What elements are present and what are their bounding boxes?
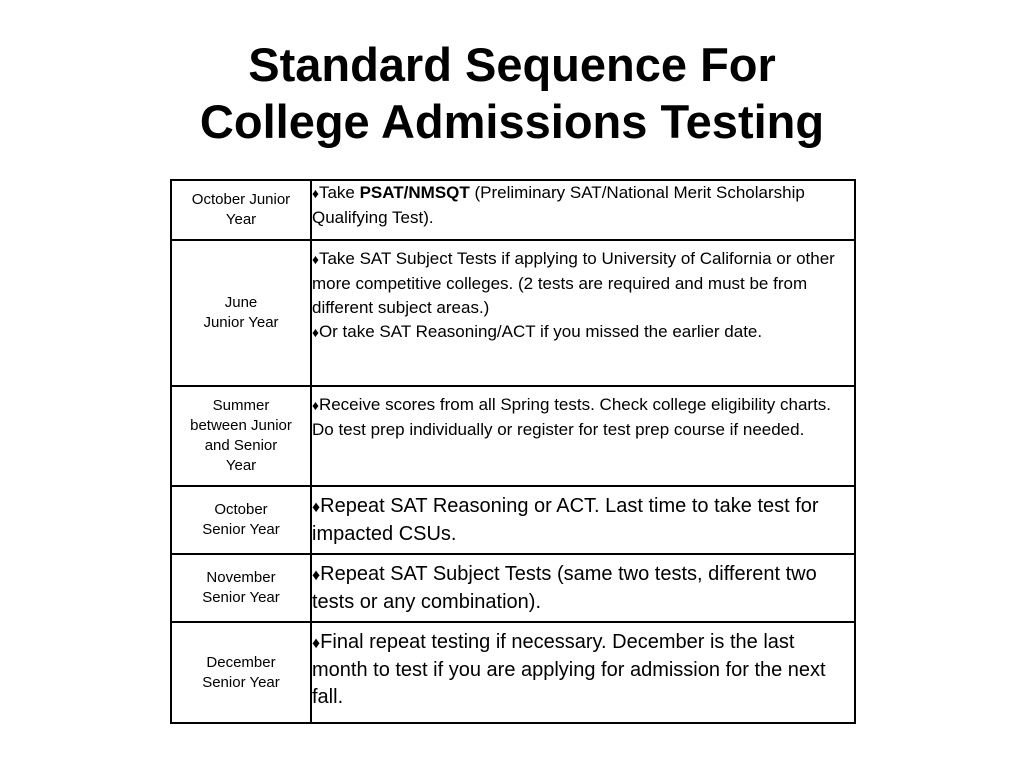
timing-line: October xyxy=(214,501,268,518)
table-row xyxy=(171,180,855,240)
timing-cell xyxy=(171,554,311,622)
action-text: Take xyxy=(318,183,360,202)
page-title-line-2: College Admissions Testing xyxy=(199,95,825,148)
action-item xyxy=(312,561,854,616)
action-item xyxy=(312,247,854,320)
table-row xyxy=(171,554,855,622)
table-row xyxy=(171,386,855,486)
action-item xyxy=(312,320,854,345)
action-cell xyxy=(311,622,855,723)
table-row xyxy=(171,486,855,554)
testing-schedule-table xyxy=(170,179,856,724)
action-cell xyxy=(311,386,855,486)
action-cell xyxy=(311,486,855,554)
diamond-bullet-icon: ♦ xyxy=(312,398,319,413)
timing-line: November xyxy=(206,569,276,586)
timing-line: and Senior xyxy=(204,437,278,454)
timing-line: Senior Year xyxy=(202,673,280,691)
action-text: (Preliminary SAT/National Merit Scholarship Qualifying Test). xyxy=(312,183,805,227)
diamond-bullet-icon: ♦ xyxy=(312,499,321,516)
page-title xyxy=(0,36,1024,150)
timing-line: Year xyxy=(225,211,257,228)
timing-line: Summer xyxy=(212,397,270,414)
action-text: Final repeat testing if necessary. December is the last month to test if you are applying for admission for the next fall. xyxy=(312,631,826,708)
diamond-bullet-icon: ♦ xyxy=(312,325,319,340)
timing-line: Year xyxy=(225,457,257,474)
timing-line: Senior Year xyxy=(202,589,280,606)
action-text: Take SAT Subject Tests if applying to University of California or other more competitive colleges. (2 tests are required and must be from different subject areas.) xyxy=(312,249,835,317)
timing-cell xyxy=(171,240,311,386)
timing-line: June xyxy=(224,294,258,311)
action-item xyxy=(312,181,854,230)
action-text: Or take SAT Reasoning/ACT if you missed the earlier date. xyxy=(318,322,763,341)
diamond-bullet-icon: ♦ xyxy=(312,635,321,652)
action-text-bold: PSAT/NMSQT xyxy=(359,183,470,202)
timing-line: Senior Year xyxy=(202,521,280,538)
table-row xyxy=(171,622,855,723)
action-cell xyxy=(311,554,855,622)
timing-cell xyxy=(171,622,311,723)
timing-line: Junior Year xyxy=(203,314,279,331)
page-title-line-1: Standard Sequence For xyxy=(248,38,776,91)
action-item xyxy=(312,629,854,711)
diamond-bullet-icon: ♦ xyxy=(312,567,321,584)
action-text: Receive scores from all Spring tests. Check college eligibility charts. Do test prep individually or register for test prep course if needed. xyxy=(312,395,832,439)
timing-cell xyxy=(171,180,311,240)
timing-cell xyxy=(171,486,311,554)
diamond-bullet-icon: ♦ xyxy=(312,186,319,201)
diamond-bullet-icon: ♦ xyxy=(312,252,319,267)
action-cell xyxy=(311,180,855,240)
action-text: Repeat SAT Subject Tests (same two tests, different two tests or any combination). xyxy=(312,563,817,613)
timing-cell xyxy=(171,386,311,486)
timing-line: between Junior xyxy=(190,417,292,434)
timing-line: October Junior xyxy=(191,191,291,208)
action-cell xyxy=(311,240,855,386)
table-row xyxy=(171,240,855,386)
action-text: Repeat SAT Reasoning or ACT. Last time to take test for impacted CSUs. xyxy=(312,495,819,545)
action-item xyxy=(312,393,854,442)
action-item xyxy=(312,493,854,548)
timing-line: December xyxy=(206,653,276,671)
